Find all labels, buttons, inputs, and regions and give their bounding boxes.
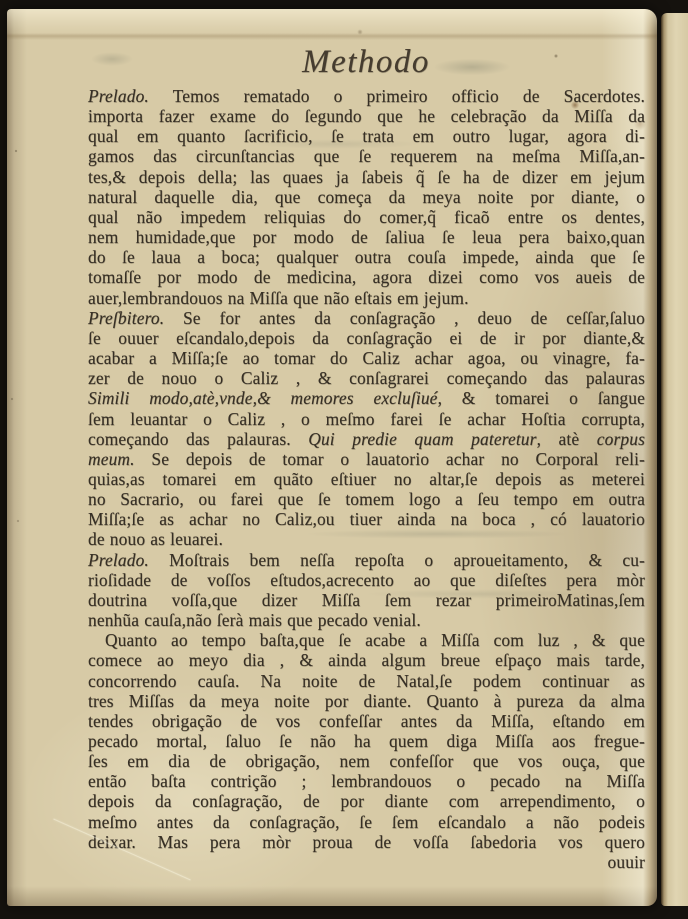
italic-text-segment: Simili modo,atè,vnde,& memores excluſiué xyxy=(88,388,438,409)
text-line xyxy=(88,207,645,227)
text-line xyxy=(88,328,645,348)
text-segment: deixar. Mas pera mòr proua de voſſa ſabedoria vos quero xyxy=(88,831,645,852)
text-line xyxy=(88,731,645,751)
text-segment: Quanto ao tempo baſta,que ſe acabe a Miſſa com luz , & que xyxy=(105,630,645,651)
text-line xyxy=(88,771,645,791)
running-title: Methodo xyxy=(302,44,430,80)
italic-text-segment: corpus xyxy=(596,428,646,449)
text-line xyxy=(88,832,645,852)
text-line xyxy=(88,570,645,590)
italic-text-segment: meum. xyxy=(88,448,135,469)
text-segment: tres Miſſas da meya noite por diante. Quanto à pureza da alma xyxy=(88,690,645,711)
text-line xyxy=(88,691,645,711)
text-line xyxy=(88,126,645,146)
text-segment: zer de nouo o Caliz , & conſagrarei começando das palauras xyxy=(88,368,645,389)
text-line xyxy=(88,590,645,610)
text-line xyxy=(88,671,645,691)
text-line xyxy=(88,751,645,771)
text-line xyxy=(88,146,645,166)
text-segment: Se depois de tomar o lauatorio achar no Corporal reli- xyxy=(134,448,645,469)
text-line xyxy=(88,550,645,570)
italic-text-segment: Preſbitero. xyxy=(88,307,165,328)
text-line xyxy=(88,650,645,670)
text-line xyxy=(88,791,645,811)
text-segment: Temos rematado o primeiro officio de Sacerdotes. xyxy=(148,86,645,106)
italic-text-segment: Prelado. xyxy=(88,549,149,570)
text-line xyxy=(88,227,645,247)
text-segment: ſes em dia de obrigação, nem confeſſor que vos ouça, que xyxy=(88,751,645,772)
text-segment: auer,lembrandouos na Miſſa que não eſtais em jejum. xyxy=(88,287,469,308)
text-line xyxy=(88,368,645,388)
text-segment: tes,& depois della; las quaes ja ſabeis q̃ ſe ha de dizer em jejum xyxy=(88,166,645,187)
text-line xyxy=(88,247,645,267)
text-segment: natural daquelle dia, que começa da meya noite por diante, o xyxy=(88,186,645,207)
text-line xyxy=(88,610,645,630)
text-segment: do ſe laua a boca; qualquer outra couſa impede, ainda que ſe xyxy=(88,247,645,268)
text-segment: Miſſa;ſe as achar no Caliz,ou tiuer ainda na boca , có lauatorio xyxy=(88,509,645,530)
text-segment: Se for antes da conſagração , deuo de ceſſar,ſaluo xyxy=(164,307,645,328)
text-line xyxy=(88,167,645,187)
text-line xyxy=(88,388,645,408)
text-segment: gamos das circunſtancias que ſe requerem na meſma Miſſa,an- xyxy=(88,146,645,167)
text-line xyxy=(88,449,645,469)
text-line xyxy=(88,288,645,308)
text-segment: tomaſſe por modo de medicina, agora dizei como vos aueis de xyxy=(88,267,645,288)
text-segment: nem humidade,que por modo de ſaliua ſe leua pera baixo,quan xyxy=(88,227,645,248)
text-segment: rioſidade de voſſos eſtudos,acrecento ao que diſeſtes pera mòr xyxy=(88,569,645,590)
text-line xyxy=(88,267,645,287)
text-line xyxy=(88,529,645,549)
text-line xyxy=(88,469,645,489)
body-text xyxy=(88,86,645,872)
text-segment: começando das palauras. xyxy=(88,428,309,449)
book-page xyxy=(7,9,657,906)
text-segment: pecado mortal, ſaluo ſe não ha quem diga Miſſa aos fregue- xyxy=(88,731,645,751)
text-segment: acabar a Miſſa;ſe ao tomar do Caliz achar agoa, ou vinagre, fa- xyxy=(88,348,645,369)
text-segment: importa fazer exame do ſegundo que he celebração da Miſſa da xyxy=(88,106,645,127)
text-segment: de nouo as leuarei. xyxy=(88,529,224,550)
text-segment: depois da conſagração, de por diante com arrependimento, o xyxy=(88,791,645,812)
text-segment: qual não impedem reliquias do comer,q̃ ficaõ entre os dentes, xyxy=(88,206,645,227)
text-segment: ouuir xyxy=(607,851,645,872)
text-line xyxy=(88,429,645,449)
text-line xyxy=(88,187,645,207)
text-segment: concorrendo cauſa. Na noite de Natal,ſe podem continuar as xyxy=(88,670,645,691)
italic-text-segment: Prelado. xyxy=(88,86,149,106)
text-segment: nenhũa cauſa,não ſerà mais que pecado venial. xyxy=(88,610,421,631)
text-segment: tendes obrigação de vos confeſſar antes da Miſſa, eſtando em xyxy=(88,710,645,731)
text-segment: ſem leuantar o Caliz , o meſmo farei ſe achar Hoſtia corrupta, xyxy=(88,408,645,429)
text-line xyxy=(88,852,645,872)
text-line xyxy=(88,812,645,832)
text-segment: ſe ouuer eſcandalo,depois da conſagração ei de ir por diante,& xyxy=(88,327,645,348)
text-segment: , & tomarei o ſangue xyxy=(437,388,645,409)
next-page-edge xyxy=(661,13,688,906)
text-line xyxy=(88,106,645,126)
text-segment: meſmo antes da conſagração, ſe ſem eſcandalo a não podeis xyxy=(88,811,645,832)
text-segment: , atè xyxy=(536,428,597,449)
text-line xyxy=(88,348,645,368)
text-line xyxy=(88,509,645,529)
italic-text-segment: Qui predie quam pateretur xyxy=(308,428,537,449)
text-line xyxy=(88,86,645,106)
text-line xyxy=(88,630,645,650)
text-segment: qual em quanto ſacrificio, ſe trata em outro lugar, agora di- xyxy=(88,126,645,147)
text-segment: então baſta contrição ; lembrandouos o pecado na Miſſa xyxy=(88,771,645,792)
text-segment: comece ao meyo dia , & ainda algum breue eſpaço mais tarde, xyxy=(88,650,645,671)
text-segment: Moſtrais bem neſſa repoſta o aproueitamento, & cu- xyxy=(148,549,645,570)
text-line xyxy=(88,308,645,328)
text-segment: no Sacrario, ou farei que ſe tomem logo a ſeu tempo em outra xyxy=(88,489,645,510)
text-line xyxy=(88,711,645,731)
text-segment: doutrina voſſa,que dizer Miſſa ſem rezar primeiroMatinas,ſem xyxy=(88,589,645,610)
text-line xyxy=(88,489,645,509)
text-segment: quias,as tomarei em quãto eſtiuer no altar,ſe depois as meterei xyxy=(88,468,645,489)
text-line xyxy=(88,409,645,429)
